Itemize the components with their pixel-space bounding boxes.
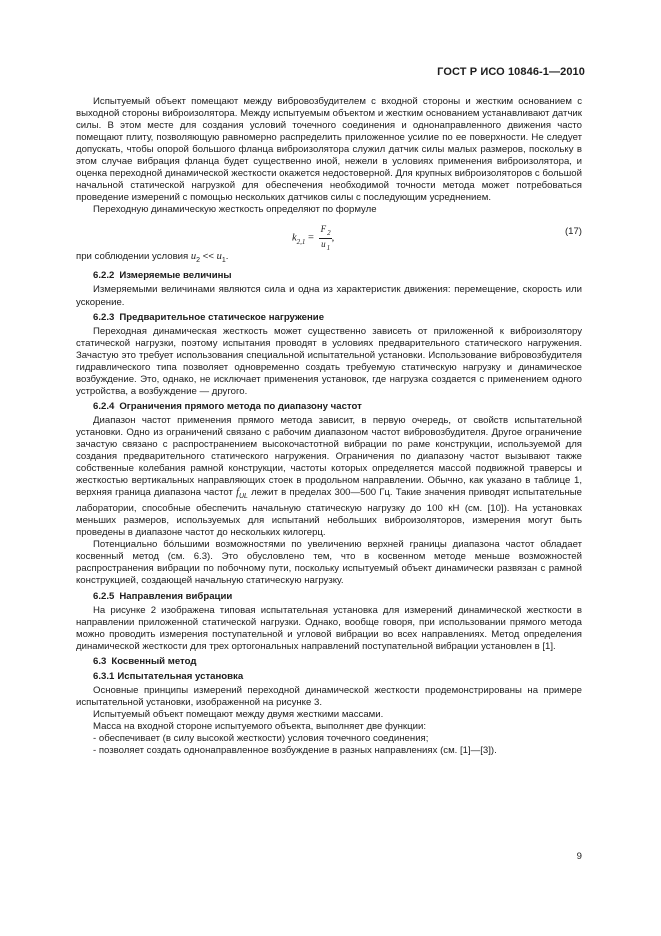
condition-a-sub: 2 (196, 257, 201, 265)
section-title: Предварительное статическое нагружение (119, 311, 325, 323)
condition-prefix: при соблюдении условия (76, 251, 191, 263)
section-number: 6.2.3 (93, 311, 115, 323)
condition-suffix: . (225, 251, 229, 263)
formula-eq: = (305, 233, 317, 245)
paragraph-basic-principles: Основные принципы измерений переходной динамической жесткости продемонстрированы на примере испытательной установки, изображенной на рисунке 3. (76, 684, 582, 708)
condition-a: u (190, 251, 197, 263)
formula-num-symbol: F (320, 224, 327, 235)
paragraph-vibration-directions: На рисунке 2 изображена типовая испытательная установка для измерений динамической жесткости в направлении приложенной статической нагрузки. Однако, вообще говоря, при использовании прямого метода можно проводить измерения поступательной и угловой вибрации во всех направлениях. Метод определения динамической жесткости для трех ортогональных направлений поступательной вибрации установлен в [1]. (76, 604, 582, 652)
standard-header: ГОСТ Р ИСО 10846-1—2010 (437, 66, 585, 78)
formula-expression (292, 224, 334, 253)
section-number: 6.2.4 (93, 400, 115, 412)
formula-lhs: k (292, 233, 297, 245)
frequency-limits-text-a: Диапазон частот применения прямого метода зависит, в первую очередь, от свойств испытательной установки. Одно из ограничений связано с рабочим диапазоном частот вибровозбудителя. Другое ограничение зачастую связано с распространением высокочастотной вибрации по раме конструкции, используемой для создания предварительного статического нагружения. Ограничения по диапазону частот вызывают также собственные колебания рамной конструкции, частоты которых определяется массой подвижной траверсы и жесткостью вертикальных направляющих стоек в продольном направлении. Обычно, как указано в таблице 1, верхняя граница диапазона частот (76, 414, 582, 499)
section-heading-6-2-2 (76, 270, 582, 282)
section-title: Испытательная установка (117, 670, 244, 682)
section-title: Направления вибрации (119, 590, 233, 602)
condition-b: u (216, 251, 222, 263)
frequency-symbol: f (236, 487, 239, 499)
section-heading-6-3 (76, 656, 582, 668)
formula-lhs-sub: 2,1 (296, 238, 306, 247)
section-title: Ограничения прямого метода по диапазону частот (119, 400, 362, 412)
paragraph-input-mass-functions: Масса на входной стороне испытуемого объекта, выполняет две функции: (93, 720, 427, 732)
page-content (76, 96, 582, 757)
paragraph-two-masses: Испытуемый объект помещают между двумя жесткими массами. (93, 708, 384, 720)
list-item-unidirectional-excitation: - позволяет создать однонаправленное возбуждение в разных направлениях (см. [1]—[3]). (93, 745, 497, 757)
section-heading-6-3-1 (76, 671, 582, 683)
section-title: Косвенный метод (111, 655, 197, 667)
paragraph-formula-intro: Переходную динамическую жесткость определяют по формуле (93, 204, 377, 216)
paragraph-condition (76, 251, 582, 267)
paragraph-test-object-placement: Испытуемый объект помещают между вибровозбудителем с входной стороны и жестким основанием с выходной стороны виброизолятора. Между испытуемым объектом и жестким основанием устанавливают датчик силы. В этом месте для создания условий точечного соединения и однонаправленного движения часто помещают плиту, позволяющую равномерно распределить приложенное усилие по ее поверхности. Не следует допускать, чтобы опорой большого фланца виброизолятора служил датчик силы малых размеров, поскольку в этом случае вибрация фланца будет существенно иной, нежели в условиях применения виброизолятора, и оценка переходной динамической жесткости окажется недостоверной. Для крупных виброизоляторов с большой начальной статической нагрузкой для обеспечения необходимой точности метода может потребоваться проведение измерений с помощью нескольких датчиков силы с последующим усреднением. (76, 96, 582, 204)
paragraph-frequency-limits (76, 415, 582, 539)
formula-num-sub: 2 (327, 229, 331, 238)
frequency-symbol-sub: UL (239, 493, 248, 501)
page-number: 9 (576, 851, 582, 862)
section-number: 6.3 (93, 655, 107, 667)
paragraph-measured-quantities: Измеряемыми величинами являются сила и одна из характеристик движения: перемещение, скорость или ускорение. (76, 284, 582, 308)
formula-fraction (319, 224, 332, 253)
frequency-limits-text-b: лежит в пределах 300—500 Гц. Такие значения приводят испытательные лаборатории, способные обеспечить начальную статическую нагрузку до 100 кН (см. [10]). На установках меньших размеров, используемых для испытаний небольших виброизоляторов, измерения могут быть проведены в диапазоне частот до нескольких килогерц. (76, 487, 582, 539)
section-number: 6.2.5 (93, 590, 115, 602)
list-item-point-connection: - обеспечивает (в силу высокой жесткости) условия точечного соединения; (93, 733, 429, 745)
paragraph-indirect-advantage: Потенциально бóльшими возможностями по увеличению верхней границы диапазона частот обладает косвенный метод (см. 6.3). Это обусловлено тем, что в косвенном методе меньше возможностей распространения вибрации по побочному пути, поскольку испытуемый объект динамически развязан с рамной конструкцией, создающей начальную статическую нагрузку. (76, 539, 582, 587)
section-heading-6-2-5 (76, 591, 582, 603)
section-heading-6-2-3 (76, 312, 582, 324)
formula-den-sub: 1 (326, 244, 331, 253)
formula-number: (17) (564, 226, 582, 238)
formula-denominator (319, 239, 332, 253)
formula-17 (76, 218, 582, 253)
condition-b-sub: 1 (221, 257, 226, 265)
section-heading-6-2-4 (76, 401, 582, 413)
formula-den-symbol: u (321, 239, 326, 250)
formula-numerator (319, 224, 332, 239)
formula-trail: , (331, 233, 335, 245)
section-title: Измеряемые величины (119, 270, 232, 282)
condition-op: << (200, 251, 217, 263)
section-number: 6.2.2 (93, 270, 115, 282)
paragraph-static-preload: Переходная динамическая жесткость может существенно зависеть от приложенной к виброизолятору статической нагрузки, поэтому испытания проводят в условиях предварительного статического нагружения. Зачастую это требует использования специальной испытательной установки. Использование вибровозбудителя гидравлического типа позволяет одновременно создать требуемую статическую нагрузку и динамическое возбуждение. Это, однако, не исключает применения установок, где нагрузка создается с применением одного устройства, а возбуждение — другого. (76, 325, 582, 397)
section-number: 6.3.1 (93, 670, 115, 682)
